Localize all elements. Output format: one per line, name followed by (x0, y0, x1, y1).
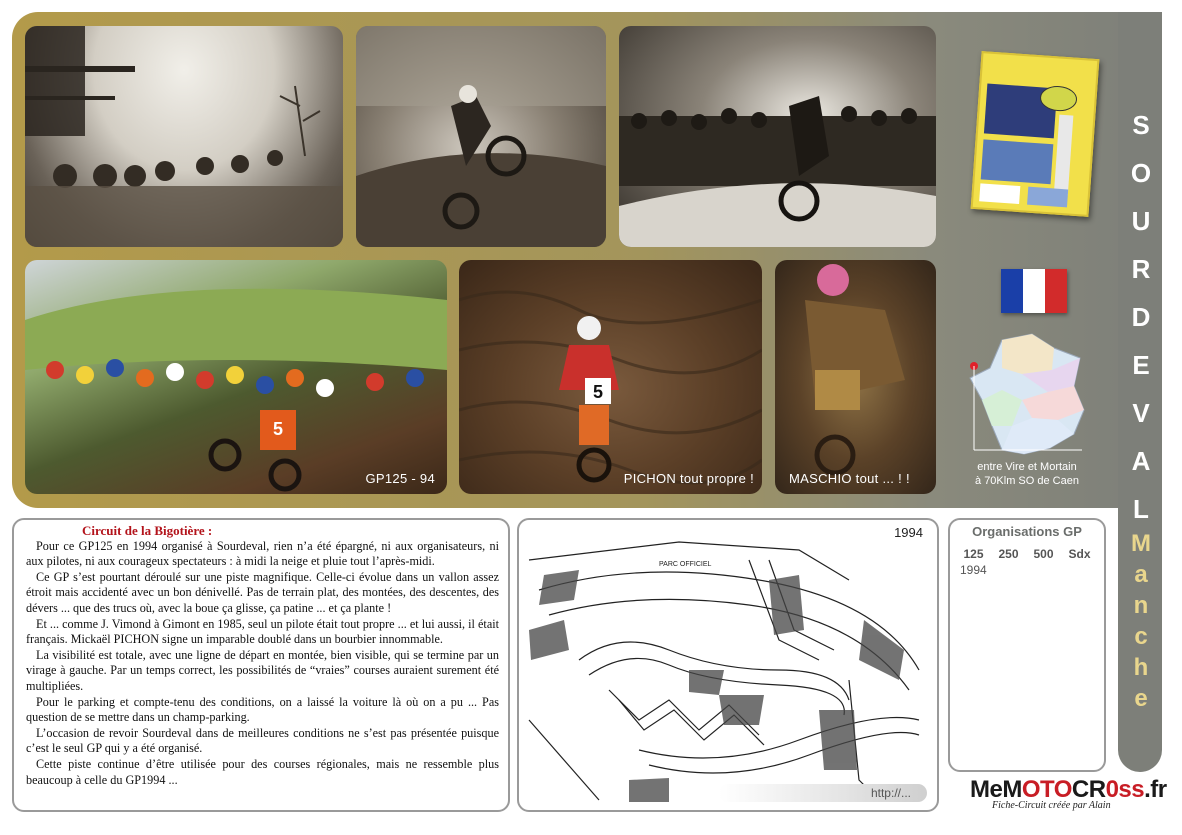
parc-label: PARC OFFICIEL (659, 561, 712, 568)
article-paragraph: Pour le parking et compte-tenu des conditions, on a laissé la voiture là où on a pu ... Pas question de se mettre dans un champ-parking. (26, 694, 499, 725)
title-letter: V (1132, 398, 1150, 428)
logo-part3: CR (1071, 776, 1106, 803)
organisations-title: Organisations GP (972, 524, 1082, 539)
org-column-500: 500 (1033, 547, 1054, 561)
logo-part2: OTO (1021, 776, 1072, 803)
photo-crowd (619, 26, 936, 247)
title-letter: U (1131, 206, 1151, 236)
region-letter: n (1133, 592, 1149, 619)
france-flag-icon (1001, 269, 1067, 313)
svg-text:5: 5 (592, 382, 604, 402)
title-letter: R (1131, 254, 1151, 284)
logo-part5: .fr (1144, 776, 1167, 803)
vertical-title-sourdeval (1128, 110, 1154, 525)
photo-pichon (459, 260, 762, 494)
org-column-sdx: Sdx (1068, 547, 1091, 561)
article-title: Circuit de la Bigotière : (82, 523, 213, 538)
logo-credit: Fiche-Circuit créée par Alain (992, 800, 1111, 811)
org-column-250: 250 (998, 547, 1019, 561)
caption-pichon: PICHON tout propre ! (623, 471, 754, 486)
vertical-region-manche (1128, 530, 1154, 713)
org-year: 1994 (960, 563, 987, 577)
title-letter: A (1131, 446, 1151, 476)
article-paragraph: Et ... comme J. Vimond à Gimont en 1985, seul un pilote était tout propre ... et lui aussi, il était français. Mickaël PICHON signe un imparable doublé dans un bourbier innommable. (26, 616, 499, 647)
photo-maschio (775, 260, 936, 494)
article-paragraph: L’occasion de revoir Sourdeval dans de meilleures conditions ne s’est pas présentée puisque c’est le seul GP qui y a été organisé. (26, 725, 499, 756)
title-letter: S (1132, 110, 1150, 140)
map-caption (960, 460, 1094, 488)
url-bar[interactable]: http://... (719, 784, 927, 802)
article-paragraph: La visibilité est totale, avec une ligne de départ en montée, bien visible, qui se termine par un virage à gauche. Par un temps correct, les possibilités de “vraies” courses auraient surement été multipliées. (26, 647, 499, 693)
org-column-125: 125 (963, 547, 984, 561)
photo-jump (356, 26, 606, 247)
region-letter: M (1131, 530, 1151, 557)
map-caption-line2: à 70Klm SO de Caen (975, 475, 1079, 487)
plan-year: 1994 (894, 525, 923, 540)
logo-part4: 0ss (1105, 776, 1145, 803)
title-letter: O (1130, 158, 1152, 188)
article-paragraph: Cette piste continue d’être utilisée pour des courses régionales, mais ne ressemble plus beaucoup à celle du GP1994 ... (26, 756, 499, 787)
article-paragraph: Ce GP s’est pourtant déroulé sur une piste magnifique. Celle-ci évolue dans un vallon assez étroit mais accidenté avec un bon dénivellé. Pas de terrain plat, des montées, des descentes, des dévers ... que des trucs où, avec la boue ça glisse, ça patine ... et ça plante ! (26, 569, 499, 615)
region-letter: h (1133, 654, 1149, 681)
svg-text:5: 5 (272, 419, 284, 439)
track-plan-box (517, 518, 939, 812)
region-letter: e (1134, 685, 1148, 712)
caption-gp125: GP125 - 94 (365, 471, 435, 486)
logo-part1: MeM (970, 776, 1022, 803)
organisations-header (950, 547, 1104, 561)
event-poster (971, 51, 1100, 217)
title-letter: D (1131, 302, 1151, 332)
article-paragraph: Pour ce GP125 en 1994 organisé à Sourdeval, rien n’a été épargné, ni aux organisateurs, ni aux pilotes, ni aux courageux spectateurs : à midi la neige et pluie tout l’après-midi. (26, 538, 499, 569)
france-map-icon (962, 330, 1092, 460)
title-letter: L (1133, 494, 1149, 524)
map-caption-line1: entre Vire et Mortain (977, 461, 1077, 473)
caption-maschio: MASCHIO tout ... ! ! (789, 471, 910, 486)
photo-gp125-start (25, 260, 447, 494)
title-letter: E (1132, 350, 1150, 380)
organisations-box (948, 518, 1106, 772)
article-box (12, 518, 510, 812)
photo-start-line (25, 26, 343, 247)
region-letter: a (1134, 561, 1148, 588)
region-letter: c (1134, 623, 1148, 650)
track-plan-drawing (519, 520, 939, 812)
